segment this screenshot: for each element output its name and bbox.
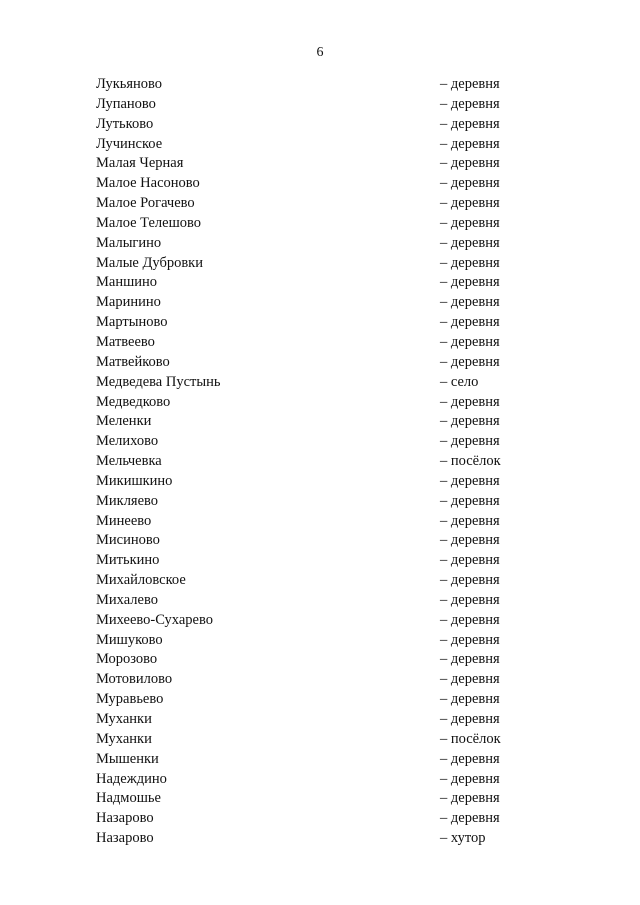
settlement-name: Малыгино (96, 234, 162, 251)
list-item (0, 690, 640, 710)
settlement-type: – деревня (440, 333, 500, 353)
settlement-name: Маншино (96, 274, 158, 291)
settlement-type: – деревня (440, 650, 500, 670)
settlement-name: Микляево (96, 492, 159, 509)
settlement-type: – деревня (440, 194, 500, 214)
list-item (0, 670, 640, 690)
settlement-name: Михалево (96, 591, 158, 608)
settlement-type: – деревня (440, 809, 500, 829)
settlement-type: – деревня (440, 690, 500, 710)
settlement-name: Матвеево (96, 333, 155, 350)
settlement-name: Меленки (96, 413, 152, 430)
list-item (0, 531, 640, 551)
settlement-type: – деревня (440, 115, 500, 135)
list-item (0, 293, 640, 313)
list-item (0, 75, 640, 95)
list-item (0, 571, 640, 591)
list-item (0, 730, 640, 750)
settlement-type: – деревня (440, 591, 500, 611)
settlement-type: – хутор (440, 829, 485, 849)
list-item (0, 512, 640, 532)
list-item (0, 95, 640, 115)
settlement-name: Малое Насоново (96, 175, 200, 192)
list-item (0, 254, 640, 274)
list-item (0, 353, 640, 373)
settlement-name: Михеево-Сухарево (96, 611, 213, 628)
list-item (0, 710, 640, 730)
settlement-type: – деревня (440, 412, 500, 432)
list-item (0, 214, 640, 234)
settlement-type: – деревня (440, 154, 500, 174)
list-item (0, 789, 640, 809)
list-item (0, 333, 640, 353)
list-item (0, 452, 640, 472)
list-item (0, 373, 640, 393)
settlement-name: Надмошье (96, 790, 161, 807)
settlement-name: Мисиново (96, 532, 160, 549)
settlement-name: Лутьково (96, 115, 154, 132)
list-item (0, 194, 640, 214)
settlement-name: Мартыново (96, 314, 168, 331)
settlement-type: – деревня (440, 214, 500, 234)
settlement-name: Назарово (96, 830, 154, 847)
settlement-name: Мелихово (96, 433, 159, 450)
settlement-type: – деревня (440, 254, 500, 274)
settlement-type: – деревня (440, 611, 500, 631)
settlement-list (0, 75, 640, 849)
settlement-type: – деревня (440, 432, 500, 452)
settlement-name: Малое Рогачево (96, 195, 195, 212)
settlement-type: – деревня (440, 174, 500, 194)
list-item (0, 770, 640, 790)
settlement-name: Малое Телешово (96, 214, 202, 231)
settlement-type: – деревня (440, 472, 500, 492)
settlement-type: – деревня (440, 135, 500, 155)
settlement-type: – деревня (440, 512, 500, 532)
list-item (0, 174, 640, 194)
settlement-name: Лупаново (96, 95, 156, 112)
page-number: 6 (316, 45, 324, 60)
settlement-name: Лукьяново (96, 76, 163, 92)
settlement-type: – деревня (440, 710, 500, 730)
settlement-name: Митькино (96, 552, 160, 569)
settlement-name: Малые Дубровки (96, 254, 203, 271)
list-item (0, 313, 640, 333)
settlement-type: – деревня (440, 293, 500, 313)
settlement-type: – село (440, 373, 478, 393)
settlement-type: – деревня (440, 571, 500, 591)
list-item (0, 115, 640, 135)
list-item (0, 829, 640, 849)
settlement-name: Минеево (96, 512, 152, 529)
settlement-name: Надеждино (96, 770, 167, 787)
list-item (0, 551, 640, 571)
settlement-name: Мотовилово (96, 671, 173, 688)
settlement-name: Муханки (96, 730, 152, 747)
list-item (0, 432, 640, 452)
settlement-type: – деревня (440, 631, 500, 651)
settlement-type: – деревня (440, 492, 500, 512)
list-item (0, 412, 640, 432)
settlement-name: Малая Черная (96, 155, 184, 172)
settlement-type: – посёлок (440, 730, 501, 750)
settlement-name: Назарово (96, 810, 154, 827)
list-item (0, 611, 640, 631)
list-item (0, 750, 640, 770)
settlement-type: – деревня (440, 551, 500, 571)
settlement-type: – деревня (440, 531, 500, 551)
settlement-name: Маринино (96, 294, 161, 311)
list-item (0, 591, 640, 611)
settlement-type: – деревня (440, 393, 500, 413)
settlement-type: – деревня (440, 670, 500, 690)
list-item (0, 234, 640, 254)
settlement-type: – посёлок (440, 452, 501, 472)
settlement-type: – деревня (440, 353, 500, 373)
settlement-name: Матвейково (96, 353, 170, 370)
settlement-type: – деревня (440, 75, 500, 95)
list-item (0, 492, 640, 512)
settlement-name: Михайловское (96, 572, 186, 589)
settlement-type: – деревня (440, 234, 500, 254)
settlement-type: – деревня (440, 313, 500, 333)
settlement-name: Мишуково (96, 631, 163, 648)
settlement-name: Муравьево (96, 691, 164, 708)
list-item (0, 631, 640, 651)
list-item (0, 472, 640, 492)
settlement-name: Лучинское (96, 135, 163, 152)
list-item (0, 135, 640, 155)
settlement-type: – деревня (440, 273, 500, 293)
settlement-name: Муханки (96, 711, 152, 727)
settlement-name: Мышенки (96, 750, 159, 767)
settlement-type: – деревня (440, 750, 500, 770)
settlement-name: Медведева Пустынь (96, 373, 221, 390)
settlement-type: – деревня (440, 95, 500, 115)
settlement-name: Медведково (96, 393, 171, 410)
settlement-name: Морозово (96, 651, 158, 668)
list-item (0, 650, 640, 670)
settlement-type: – деревня (440, 789, 500, 809)
settlement-type: – деревня (440, 770, 500, 790)
settlement-name: Мельчевка (96, 453, 162, 470)
list-item (0, 809, 640, 829)
settlement-name: Микишкино (96, 472, 173, 489)
list-item (0, 393, 640, 413)
list-item (0, 154, 640, 174)
list-item (0, 273, 640, 293)
